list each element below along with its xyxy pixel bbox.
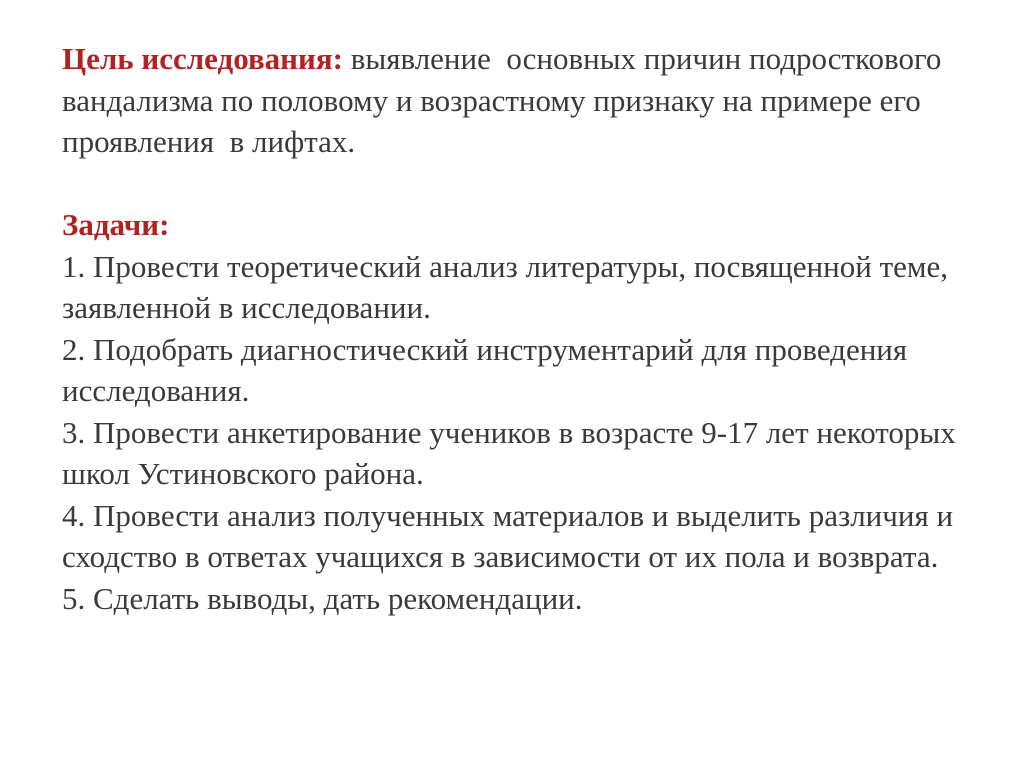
research-goal-text: выявление основных причин подросткового вандализма по половому и возрастному признаку на примере его проявления в лифтах. — [62, 41, 950, 159]
task-item-3: 3. Провести анкетирование учеников в возрасте 9-17 лет некоторых школ Устиновского района. — [62, 414, 956, 491]
task-item-2: 2. Подобрать диагностический инструментарий для проведения исследования. — [62, 331, 908, 408]
tasks-section — [62, 204, 982, 619]
research-goal — [62, 38, 982, 163]
task-item-5: 5. Сделать выводы, дать рекомендации. — [62, 580, 583, 616]
paragraph-spacer — [62, 163, 982, 205]
task-item-4: 4. Провести анализ полученных материалов и выделить различия и сходство в ответах учащихся в зависимости от их пола и возврата. — [62, 497, 954, 574]
slide-body — [62, 38, 982, 619]
research-goal-label: Цель исследования: — [62, 41, 343, 76]
tasks-heading: Задачи: — [62, 207, 170, 242]
task-item-1: 1. Провести теоретический анализ литературы, посвященной теме, заявленной в исследовании. — [62, 248, 949, 325]
